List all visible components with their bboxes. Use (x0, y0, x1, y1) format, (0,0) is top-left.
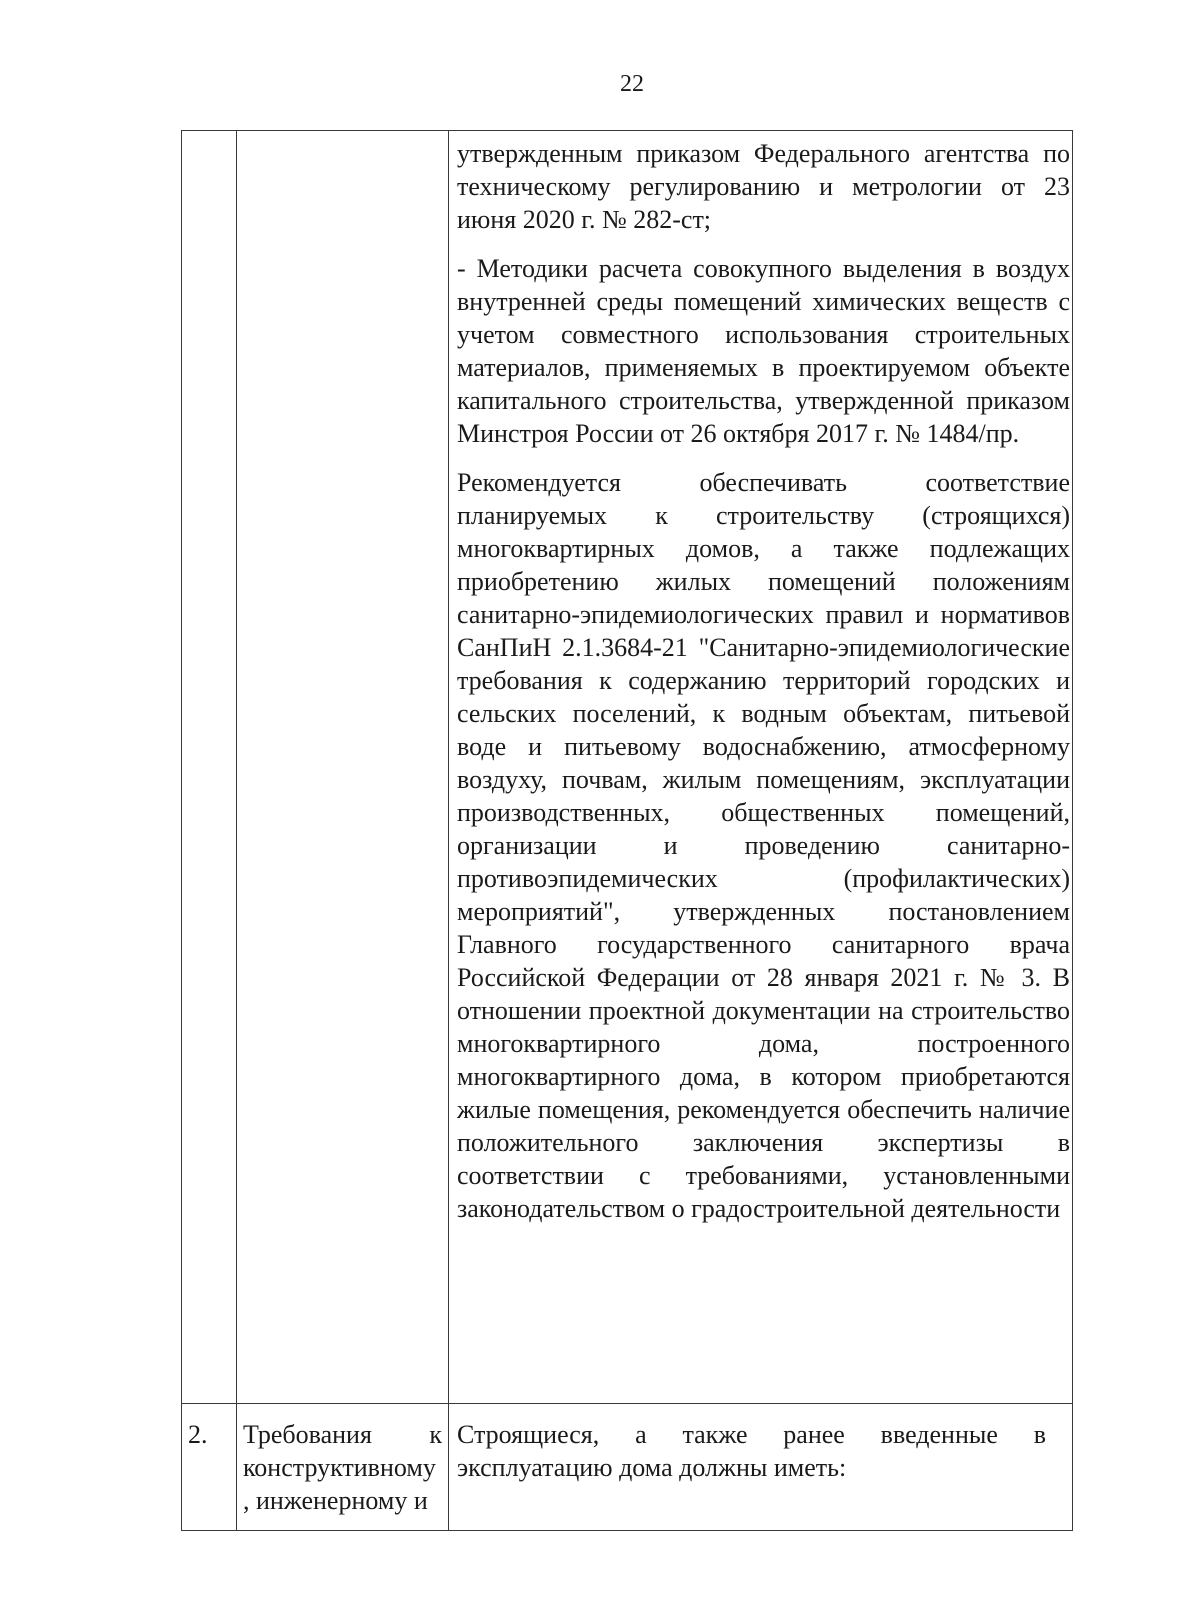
paragraph-sanpin-recommendation: Рекомендуется обеспечивать соответствие планируемых к строительству (строящихся) многоквартирных домов, а также подлежащих приобретению жилых помещений положениям санитарно-эпидемиологических правил и нормативов СанПиН 2.1.3684-21 "Санитарно-эпидемиологические требования к содержанию территорий городских и сельских поселений, к водным объектам, питьевой воде и питьевому водоснабжению, атмосферному воздуху, почвам, жилым помещениям, эксплуатации производственных, общественных помещений, организации и проведению санитарно-противоэпидемических (профилактических) мероприятий", утвержденных постановлением Главного государственного санитарного врача Российской Федерации от 28 января 2021 г. № 3. В отношении проектной документации на строительство многоквартирного дома, построенного многоквартирного дома, в котором приобретаются жилые помещения, рекомендуется обеспечить наличие положительного заключения экспертизы в соответствии с требованиями, установленными законодательством о градостроительной деятельности (457, 468, 1070, 1223)
page-number: 22 (620, 71, 644, 97)
requirements-table (181, 130, 1073, 1531)
requirement-text: Строящиеся, а также ранее введенные в эксплуатацию дома должны иметь: (449, 1404, 1073, 1531)
requirement-name: Требования к конструктивному , инженерному и (237, 1404, 449, 1531)
table-row-continuation (182, 131, 1073, 1404)
number-cell (182, 131, 237, 1404)
requirement-text-cell (449, 131, 1073, 1404)
row-number: 2. (182, 1404, 237, 1531)
paragraph-minstroy-method: - Методики расчета совокупного выделения в воздух внутренней среды помещений химических веществ с учетом совместного использования строительных материалов, применяемых в проектируемом объекте капитального строительства, утвержденной приказом Минстроя России от 26 октября 2017 г. № 1484/пр. (457, 254, 1070, 448)
table-row-2 (182, 1404, 1073, 1531)
paragraph-gost-order: утвержденным приказом Федерального агентства по техническому регулированию и метрологии от 23 июня 2020 г. № 282-ст; (457, 139, 1070, 234)
requirement-name-cell (237, 131, 449, 1404)
